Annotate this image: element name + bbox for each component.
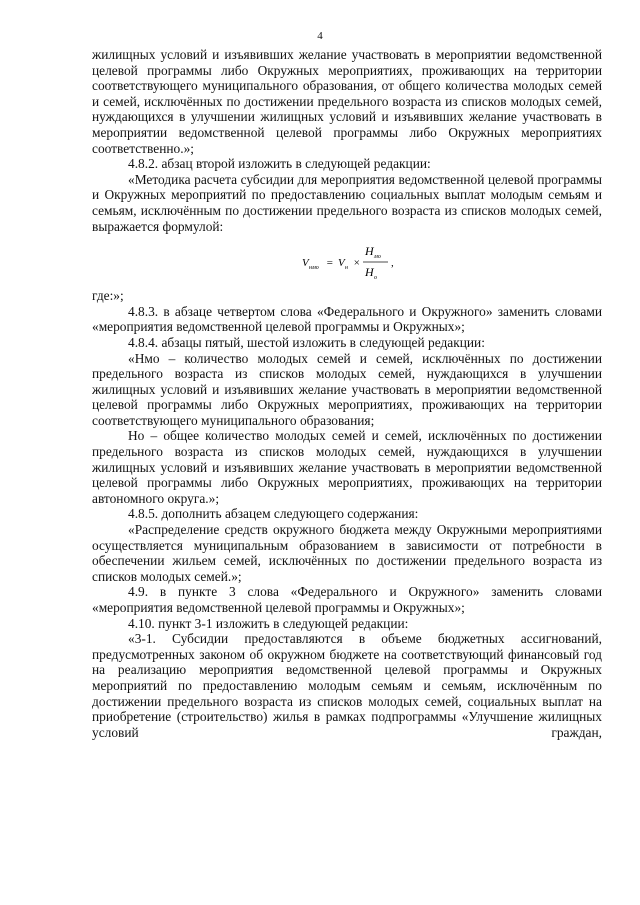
paragraph-clause-4-8-3: 4.8.3. в абзаце четвертом слова «Федерального и Окружного» заменить словами «мероприятия ведомственной целевой программы и Окружных»; xyxy=(92,303,602,335)
formula-factor: V xyxy=(338,257,345,270)
paragraph-no-definition: Но – общее количество молодых семей и семей, исключённых по достижении предельного возраста из списков молодых семей, нуждающихся в улучшении жилищных условий и изъявивших желание участвовать в мероприятии ведомственной целевой программы либо Окружных мероприятиях, проживающих на территории автономного округа.»; xyxy=(92,428,602,506)
formula-times: × xyxy=(353,257,361,270)
formula-factor-sub: н xyxy=(345,265,348,272)
formula-end-punctuation: , xyxy=(391,257,394,270)
paragraph-where: где:»; xyxy=(92,288,124,304)
formula-block xyxy=(92,234,602,288)
formula-lhs-sub: нмо xyxy=(309,265,319,272)
formula-denominator: H xyxy=(365,265,374,280)
paragraph-clause-4-8-2: 4.8.2. абзац второй изложить в следующей редакции: xyxy=(128,156,431,172)
formula-numerator: H xyxy=(365,244,374,259)
paragraph-distribution: «Распределение средств окружного бюджета между Окружными мероприятиями осуществляется муниципальным образованием в зависимости от потребности в обеспечении жильем семей, исключённых по достижении предельного возраста из списков молодых семей.»; xyxy=(92,522,602,584)
paragraph-clause-4-8-5: 4.8.5. дополнить абзацем следующего содержания: xyxy=(128,506,419,522)
paragraph-continuation: жилищных условий и изъявивших желание участвовать в мероприятии ведомственной целевой программы либо Окружных мероприятиях, проживающих на территории соответствующего муниципального образования, от общего количества молодых семей и семей, исключённых по достижении предельного возраста из списков молодых семей, нуждающихся в улучшении жилищных условий и изъявивших желание участвовать в мероприятии ведомственной целевой программы либо Окружных мероприятиях соответственно.»; xyxy=(92,47,602,156)
formula-denominator-sub: о xyxy=(374,275,377,282)
formula-equals: = xyxy=(326,257,334,270)
paragraph-methodology: «Методика расчета субсидии для мероприятия ведомственной целевой программы и Окружных мероприятий по предоставлению социальных выплат молодым семьям и семьям, исключённым по достижении предельного возраста из списков молодых семей, выражается формулой: xyxy=(92,171,602,234)
paragraph-clause-4-9: 4.9. в пункте 3 слова «Федерального и Окружного» заменить словами «мероприятия ведомственной целевой программы и Окружных»; xyxy=(92,584,602,615)
paragraph-clause-4-8-4: 4.8.4. абзацы пятый, шестой изложить в следующей редакции: xyxy=(128,334,485,350)
formula-numerator-sub: мо xyxy=(374,254,381,261)
subsidy-formula xyxy=(302,240,442,284)
paragraph-clause-3-1: «3-1. Субсидии предоставляются в объеме бюджетных ассигнований, предусмотренных законом об окружном бюджете на соответствующий финансовый год на реализацию мероприятия ведомственной целевой программы и Окружных мероприятий по предоставлению молодым семьям и семьям, исключённым по достижении предельного возраста из списков молодых семей, социальных выплат на приобретение (строительство) жилья в рамках подпрограммы «Улучшение жилищных условий граждан, xyxy=(92,631,602,740)
page-number: 4 xyxy=(317,30,323,42)
document-body xyxy=(92,47,602,740)
formula-lhs: V xyxy=(302,257,309,270)
formula-graphic xyxy=(302,240,442,284)
paragraph-clause-4-10: 4.10. пункт 3-1 изложить в следующей редакции: xyxy=(128,615,409,631)
paragraph-nmo-definition: «Нмо – количество молодых семей и семей, исключённых по достижении предельного возраста из списков молодых семей, нуждающихся в улучшении жилищных условий и изъявивших желание участвовать в мероприятии ведомственной целевой программы либо Окружных мероприятиях, проживающих на территории соответствующего муниципального образования; xyxy=(92,350,602,428)
